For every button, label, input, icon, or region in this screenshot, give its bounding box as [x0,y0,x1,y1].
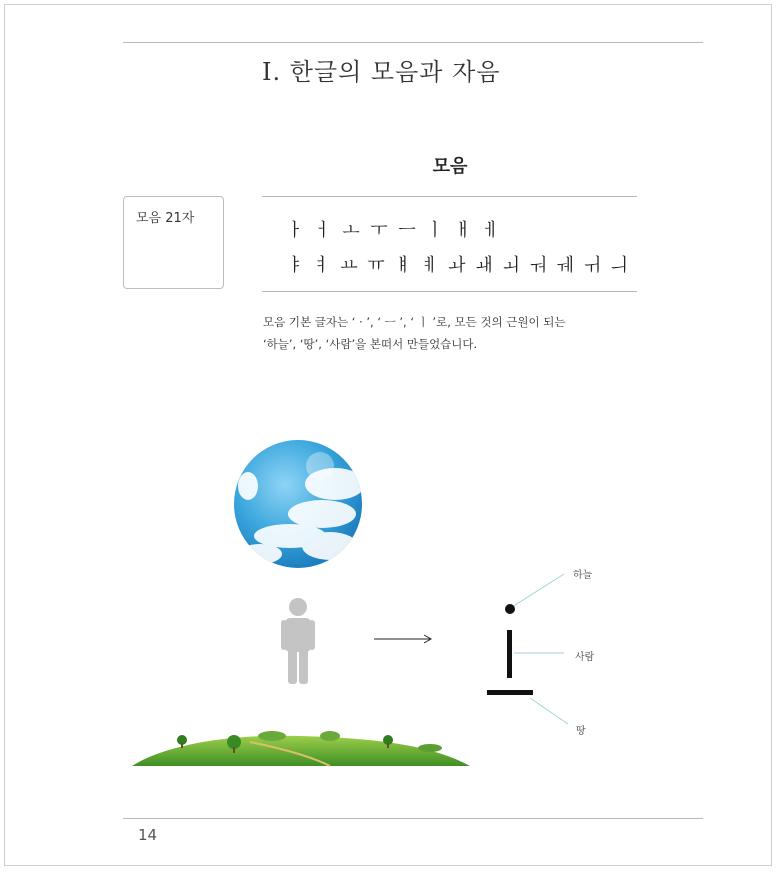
ground-label: 땅 [576,726,586,737]
vowel-glyph: ㅕ [313,255,331,276]
person-label: 사람 [575,652,595,663]
vowel-glyph: ㅞ [556,255,574,276]
arrow-right-icon [372,632,434,646]
description-line-2: ‘하늘’, ‘땅’, ‘사람’을 본떠서 만들었습니다. [263,337,478,351]
compound-vowel-row [282,251,633,277]
vowel-glyph: ㅡ [398,220,416,241]
vowel-glyph: ㅔ [482,220,500,241]
vowel-table-bottom-rule [262,291,637,292]
footer-rule [123,818,703,819]
vowel-glyph: ㅐ [454,220,472,241]
vowel-count-label: 모음 21자 [136,211,195,226]
vowel-glyph: ㅓ [314,220,332,241]
vowel-glyph: ㅛ [340,255,358,276]
vowel-glyph: ㅙ [475,255,493,276]
ground-callout-line [530,698,568,724]
vowel-glyph: ㅖ [421,255,439,276]
dot-stroke [505,604,515,614]
sky-globe-illustration [230,436,366,572]
vowel-glyph: ㅒ [394,255,412,276]
vowel-glyph: ㅝ [529,255,547,276]
vowel-glyph: ㅏ [286,220,304,241]
vowel-glyph: ㅑ [286,255,304,276]
vowel-glyph: ㅚ [502,255,520,276]
description-line-1: 모음 기본 글자는 ‘ · ’, ‘ ㅡ ’, ‘ ㅣ ’로, 모든 것의 근원이 되는 [263,315,566,329]
vowel-table-top-rule [262,196,637,197]
section-title: 모음 [432,156,468,177]
page-number: 14 [138,826,158,844]
vowel-glyph: ㅗ [342,220,360,241]
sky-callout-line [512,574,564,607]
chapter-title: Ⅰ. 한글의 모음과 자음 [262,58,501,86]
vowel-glyph: ㅠ [367,255,385,276]
vowel-glyph: ㅘ [448,255,466,276]
person-silhouette [278,596,318,688]
vertical-stroke [507,630,512,678]
ground-hill-illustration [130,722,472,770]
vowel-glyph: ㅢ [610,255,628,276]
horizontal-stroke [487,690,533,695]
basic-vowel-row [282,216,506,242]
vowel-origin-diagram [480,560,593,740]
vowel-count-box [123,196,224,289]
vowel-glyph: ㅟ [583,255,601,276]
vowel-glyph: ㅣ [426,220,444,241]
top-rule [123,42,703,43]
sky-label: 하늘 [573,570,593,581]
vowel-glyph: ㅜ [370,220,388,241]
